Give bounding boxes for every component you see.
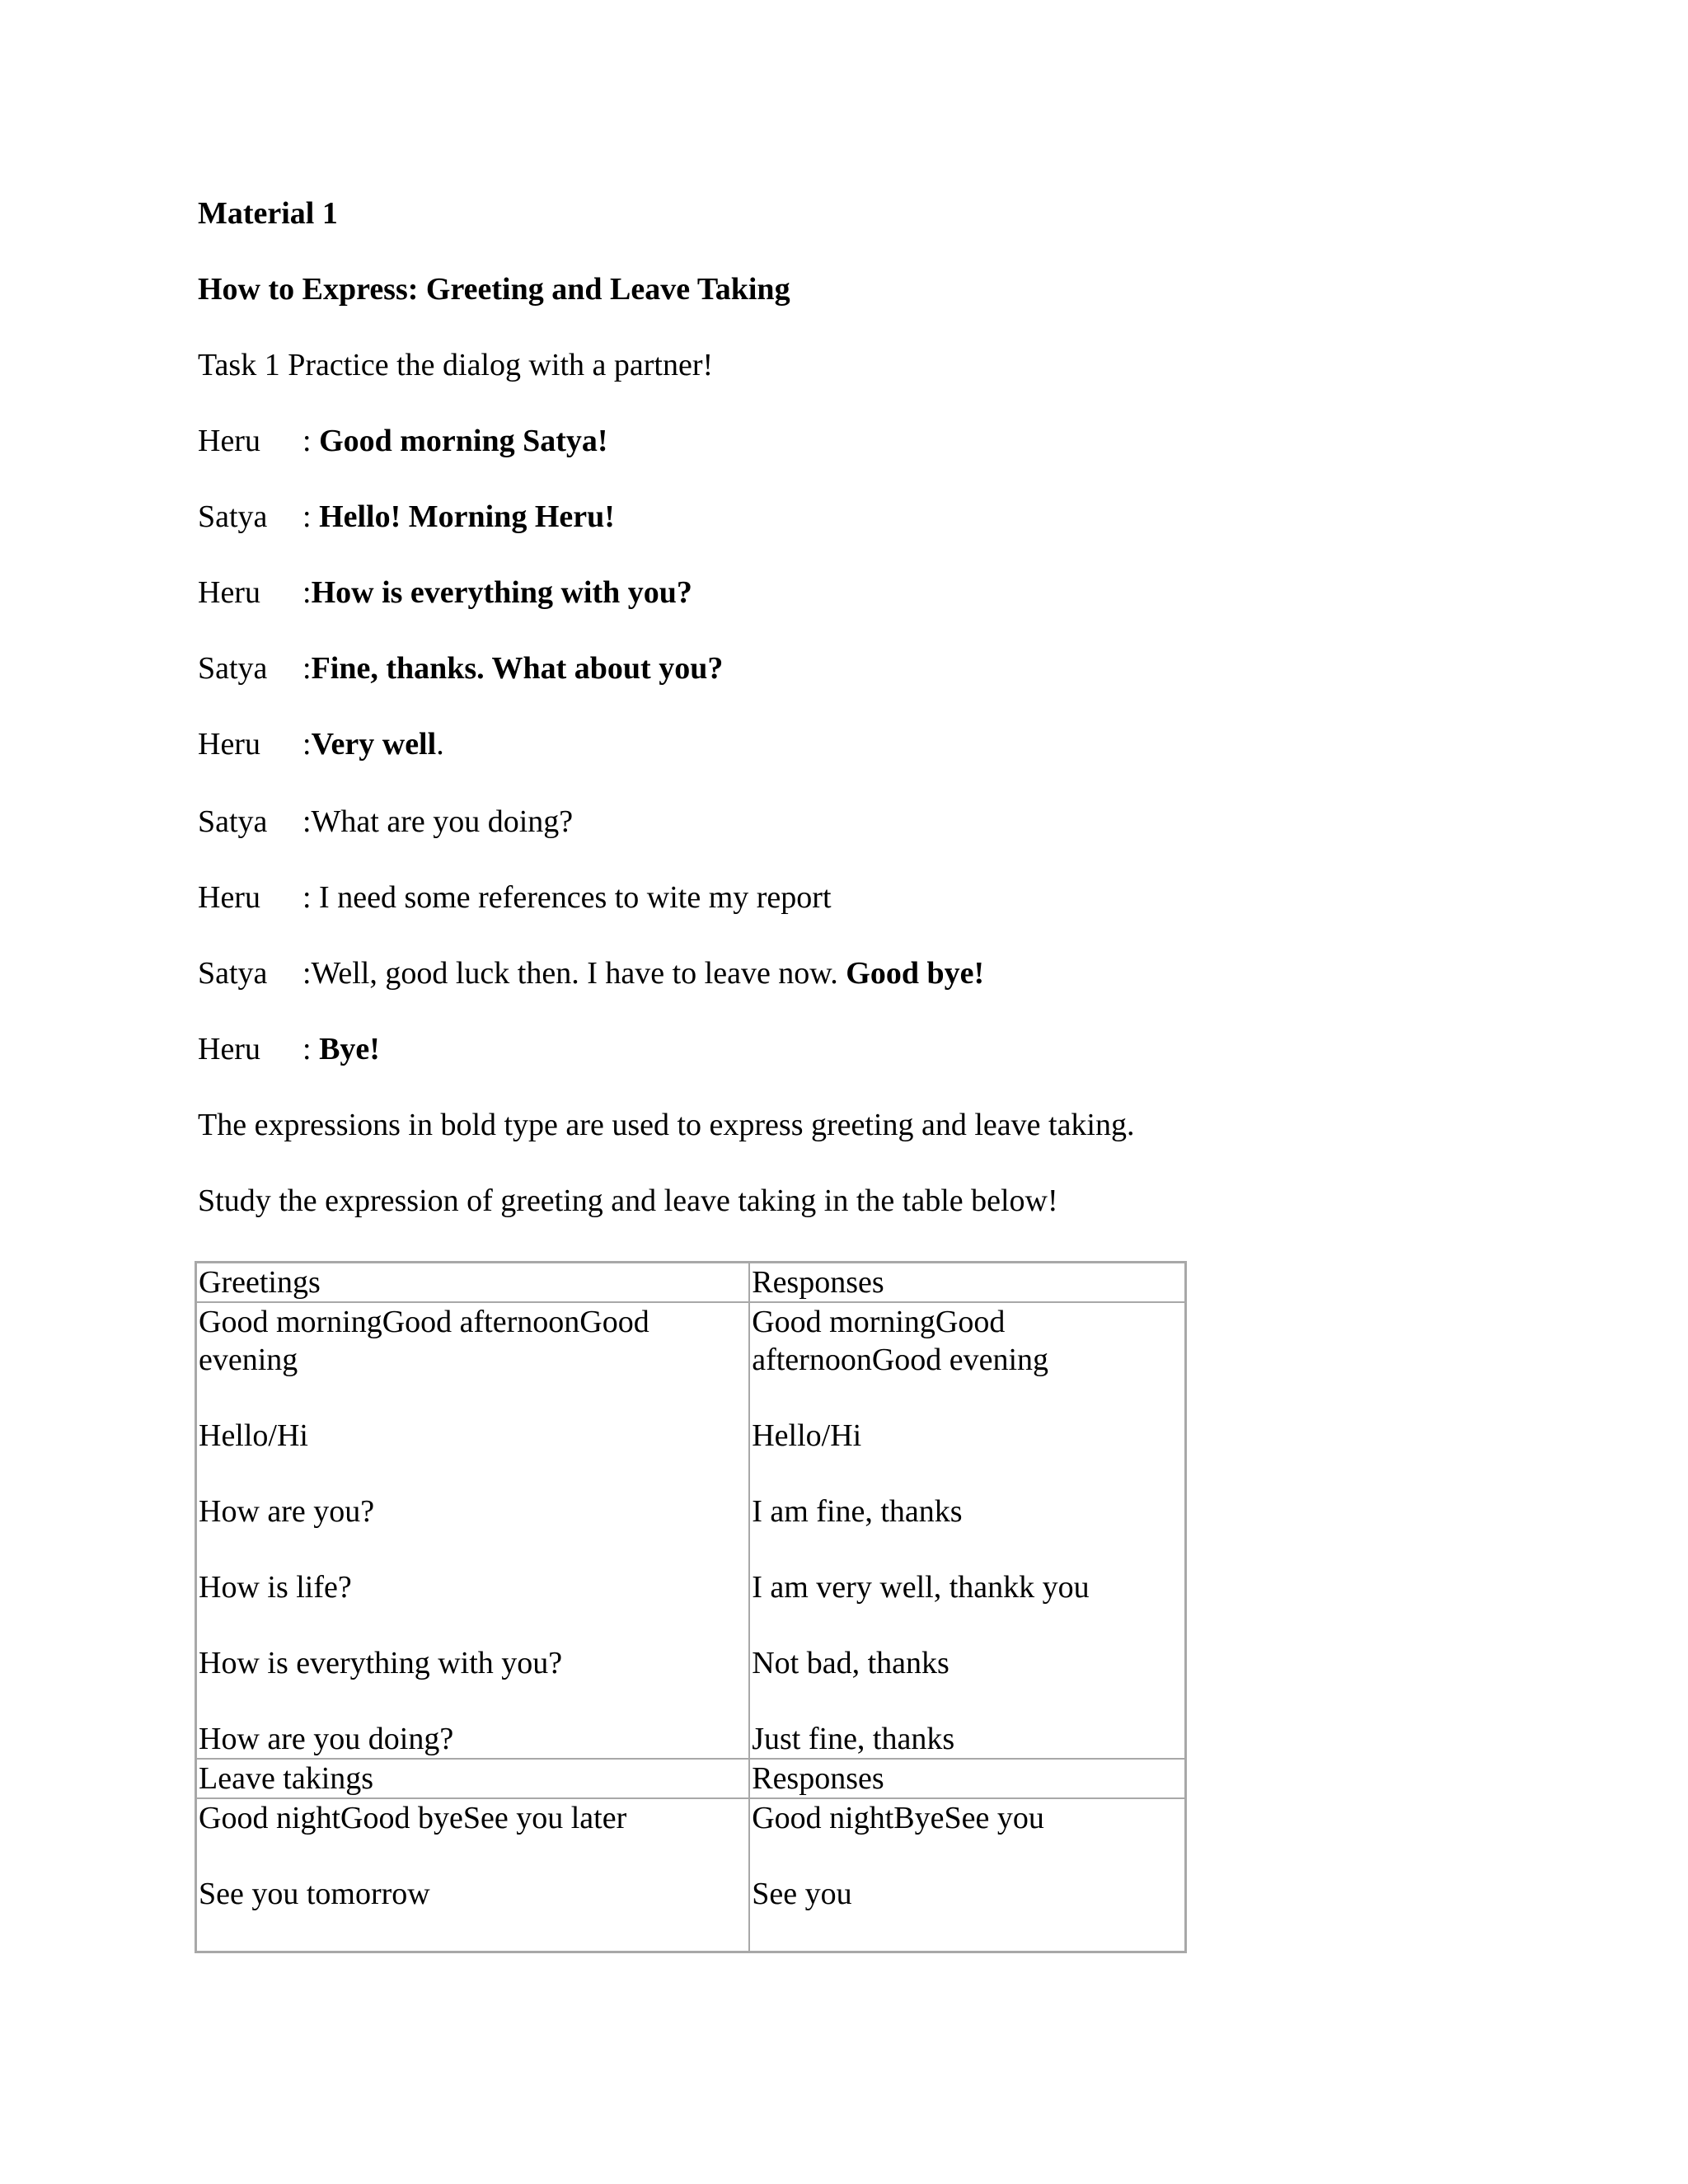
dialog-separator: : <box>302 575 312 610</box>
dialog-speaker: Satya <box>198 499 268 534</box>
dialog-speaker: Heru <box>198 880 260 915</box>
dialog-separator: : <box>302 651 312 686</box>
response-item: Hello/Hi <box>752 1418 862 1453</box>
dialog-separator: : <box>302 499 320 534</box>
expressions-table <box>195 1261 1187 1953</box>
dialog-speaker: Satya <box>198 956 268 991</box>
response-item: Just fine, thanks <box>752 1722 955 1756</box>
table-header-row <box>196 1263 1186 1303</box>
response-item: See you <box>752 1877 852 1911</box>
table-row <box>196 1798 1186 1952</box>
greeting-item: evening <box>199 1343 298 1377</box>
dialog-bold-expression: Good morning Satya! <box>319 424 608 458</box>
leave-takings-header: Leave takings <box>196 1759 750 1798</box>
dialog-bold-expression: Good bye! <box>846 956 985 991</box>
greeting-responses-cell <box>749 1302 1185 1759</box>
greeting-item: How is life? <box>199 1570 352 1605</box>
greeting-item: How are you? <box>199 1494 375 1529</box>
dialog-separator: : <box>302 1032 320 1066</box>
leave-taking-item: See you tomorrow <box>199 1877 430 1911</box>
greeting-item: Hello/Hi <box>199 1418 308 1453</box>
response-item: Not bad, thanks <box>752 1646 950 1680</box>
greetings-cell <box>196 1302 750 1759</box>
dialog-bold-expression: Bye! <box>319 1032 380 1066</box>
dialog-speaker: Heru <box>198 1032 260 1066</box>
leave-responses-header: Responses <box>749 1759 1185 1798</box>
dialog-bold-expression: Fine, thanks. What about you? <box>311 651 724 686</box>
dialog-speaker: Heru <box>198 575 260 610</box>
leave-responses-cell <box>749 1798 1185 1952</box>
response-item: Good morningGood <box>752 1305 1006 1339</box>
dialog-bold-expression: How is everything with you? <box>311 575 692 610</box>
dialog-trailing-text: . <box>436 727 444 762</box>
dialog-speaker: Satya <box>198 651 268 686</box>
dialog-text: : I need some references to wite my report <box>302 880 832 915</box>
study-instruction: Study the expression of greeting and leave taking in the table below! <box>198 1183 1058 1218</box>
explanation-note: The expressions in bold type are used to express greeting and leave taking. <box>198 1108 1135 1142</box>
dialog-bold-expression: Hello! Morning Heru! <box>319 499 615 534</box>
table-row <box>196 1302 1186 1759</box>
greetings-header: Greetings <box>196 1263 750 1303</box>
dialog-speaker: Heru <box>198 727 260 762</box>
leave-takings-cell <box>196 1798 750 1952</box>
task-instruction: Task 1 Practice the dialog with a partner! <box>198 348 714 382</box>
lesson-subtitle: How to Express: Greeting and Leave Taking <box>198 272 790 307</box>
dialog-speaker: Satya <box>198 804 268 839</box>
greeting-item: Good morningGood afternoonGood <box>199 1305 649 1339</box>
table-header-row <box>196 1759 1186 1798</box>
dialog-bold-expression: Very well <box>311 727 437 762</box>
leave-taking-item: Good nightGood byeSee you later <box>199 1801 627 1835</box>
dialog-separator: : <box>302 424 320 458</box>
response-item: I am very well, thankk you <box>752 1570 1090 1605</box>
dialog-text: :Well, good luck then. I have to leave now. <box>302 956 846 991</box>
dialog-separator: : <box>302 727 312 762</box>
greeting-item: How are you doing? <box>199 1722 454 1756</box>
dialog-text: :What are you doing? <box>302 804 574 839</box>
dialog-speaker: Heru <box>198 424 260 458</box>
response-item: Good nightByeSee you <box>752 1801 1044 1835</box>
greetings-responses-header: Responses <box>749 1263 1185 1303</box>
material-title: Material 1 <box>198 196 338 231</box>
response-item: I am fine, thanks <box>752 1494 963 1529</box>
response-item: afternoonGood evening <box>752 1343 1049 1377</box>
greeting-item: How is everything with you? <box>199 1646 563 1680</box>
